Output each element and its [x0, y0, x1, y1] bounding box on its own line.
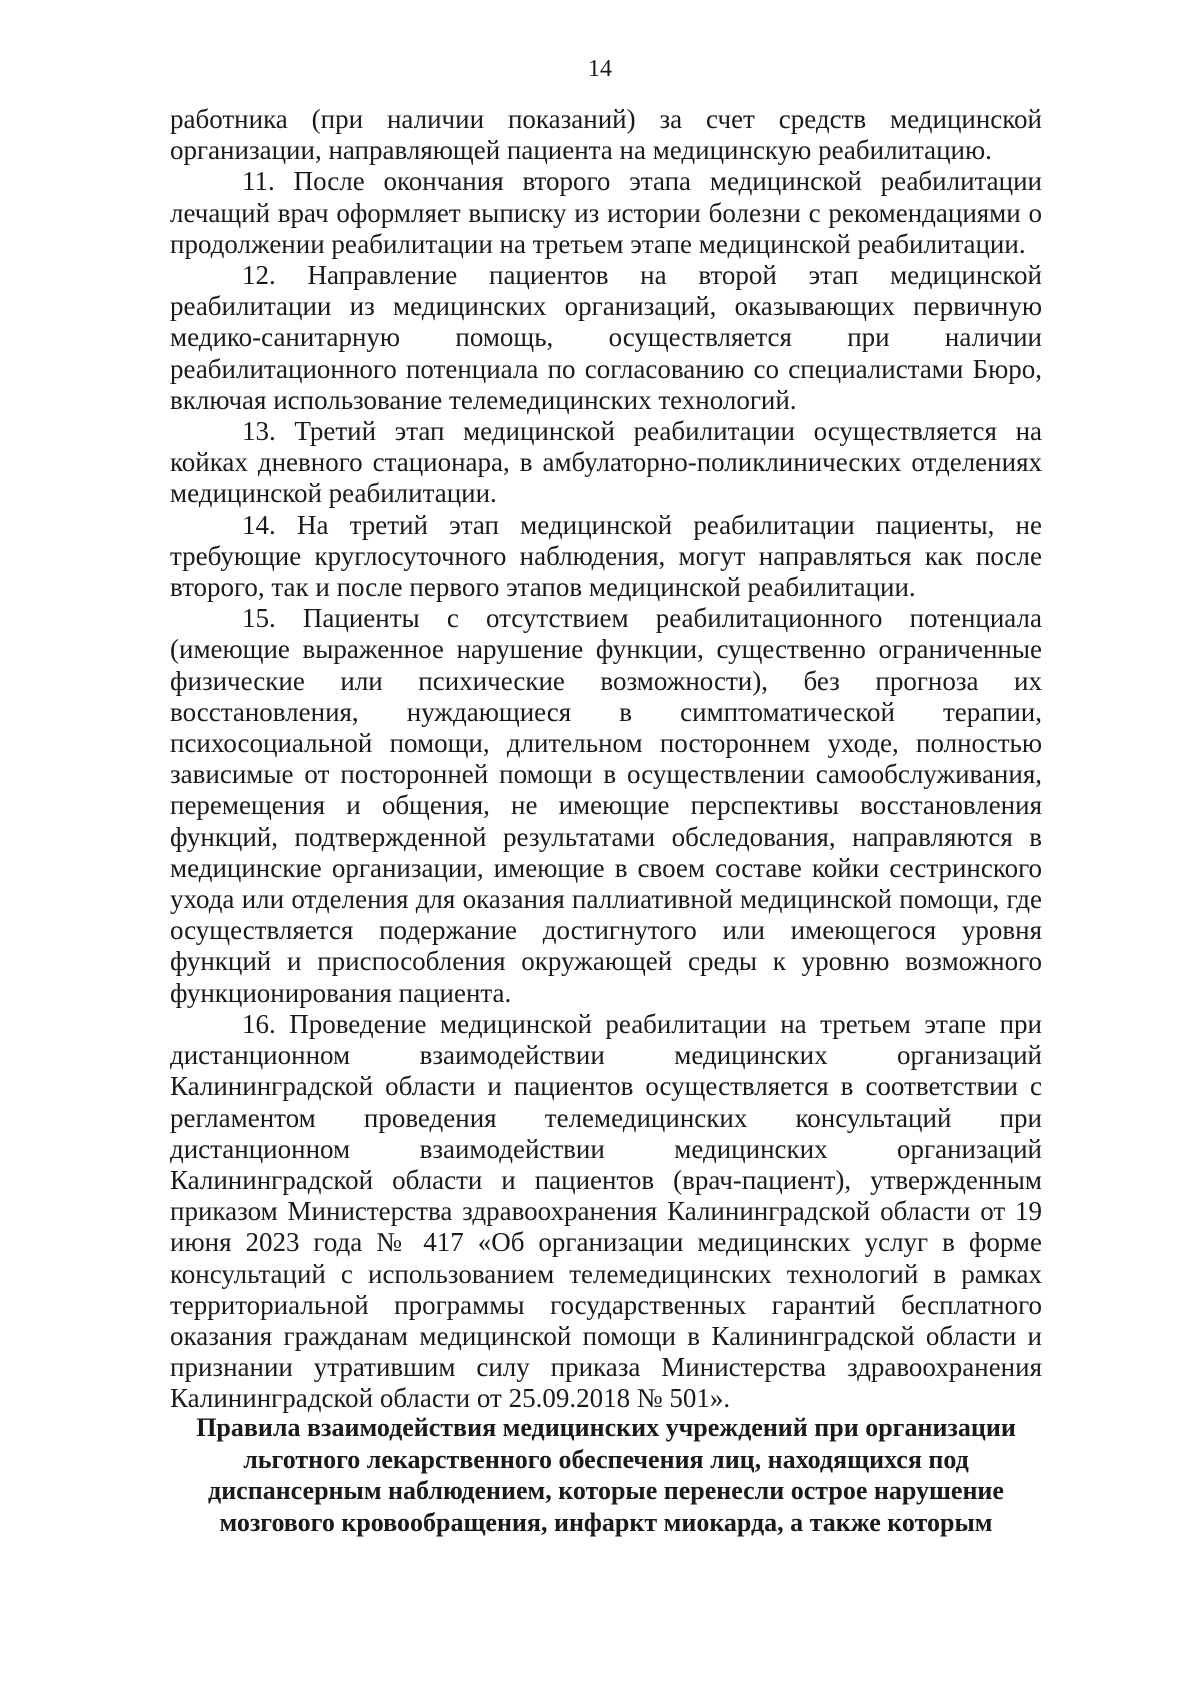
paragraph-11: 11. После окончания второго этапа медицинской реабилитации лечащий врач оформляет выписку из истории болезни с рекомендациями о продолжении реабилитации на третьем этапе медицинской реабилитации.: [170, 166, 1042, 259]
paragraph-14: 14. На третий этап медицинской реабилитации пациенты, не требующие круглосуточного наблюдения, могут направляться как после второго, так и после первого этапов медицинской реабилитации.: [170, 509, 1042, 603]
paragraph-12: 12. Направление пациентов на второй этап медицинской реабилитации из медицинских организаций, оказывающих первичную медико-санитарную помощь, осуществляется при наличии реабилитационного потенциала по согласованию со специалистами Бюро, включая использование телемедицинских технологий.: [170, 260, 1042, 415]
paragraph-16: 16. Проведение медицинской реабилитации на третьем этапе при дистанционном взаимодействии медицинских организаций Калининградской области и пациентов осуществляется в соответствии с регламентом проведения телемедицинских консультаций при дистанционном взаимодействии медицинских организаций Калининградской области и пациентов (врач-пациент), утвержденным приказом Министерства здравоохранения Калининградской области от 19 июня 2023 года № 417 «Об организации медицинских услуг в форме консультаций с использованием телемедицинских технологий в рамках территориальной программы государственных гарантий бесплатного оказания гражданам медицинской помощи в Калининградской области и признании утратившим силу приказа Министерства здравоохранения Калининградской области от 25.09.2018 № 501».: [170, 1008, 1042, 1414]
section-heading: Правила взаимодействия медицинских учреждений при организации льготного лекарственного обеспечения лиц, находящихся под диспансерным наблюдением, которые перенесли острое нарушение мозгового кровообращения, инфаркт миокарда, а также которым: [196, 1413, 1016, 1537]
paragraph-continuation: работника (при наличии показаний) за счет средств медицинской организации, направляющей пациента на медицинскую реабилитацию.: [170, 104, 1042, 166]
page-number: 14: [588, 56, 612, 82]
document-body: [170, 104, 1042, 1415]
paragraph-15: 15. Пациенты с отсутствием реабилитационного потенциала (имеющие выраженное нарушение функции, существенно ограниченные физические или психические возможности), без прогноза их восстановления, нуждающиеся в симптоматической терапии, психосоциальной помощи, длительном постороннем уходе, полностью зависимые от посторонней помощи в осуществлении самообслуживания, перемещения и общения, не имеющие перспективы восстановления функций, подтвержденной результатами обследования, направляются в медицинские организации, имеющие в своем составе койки сестринского ухода или отделения для оказания паллиативной медицинской помощи, где осуществляется подержание достигнутого или имеющегося уровня функций и приспособления окружающей среды к уровню возможного функционирования пациента.: [170, 603, 1042, 1008]
paragraph-13: 13. Третий этап медицинской реабилитации осуществляется на койках дневного стационара, в амбулаторно-поликлинических отделениях медицинской реабилитации.: [170, 416, 1042, 509]
